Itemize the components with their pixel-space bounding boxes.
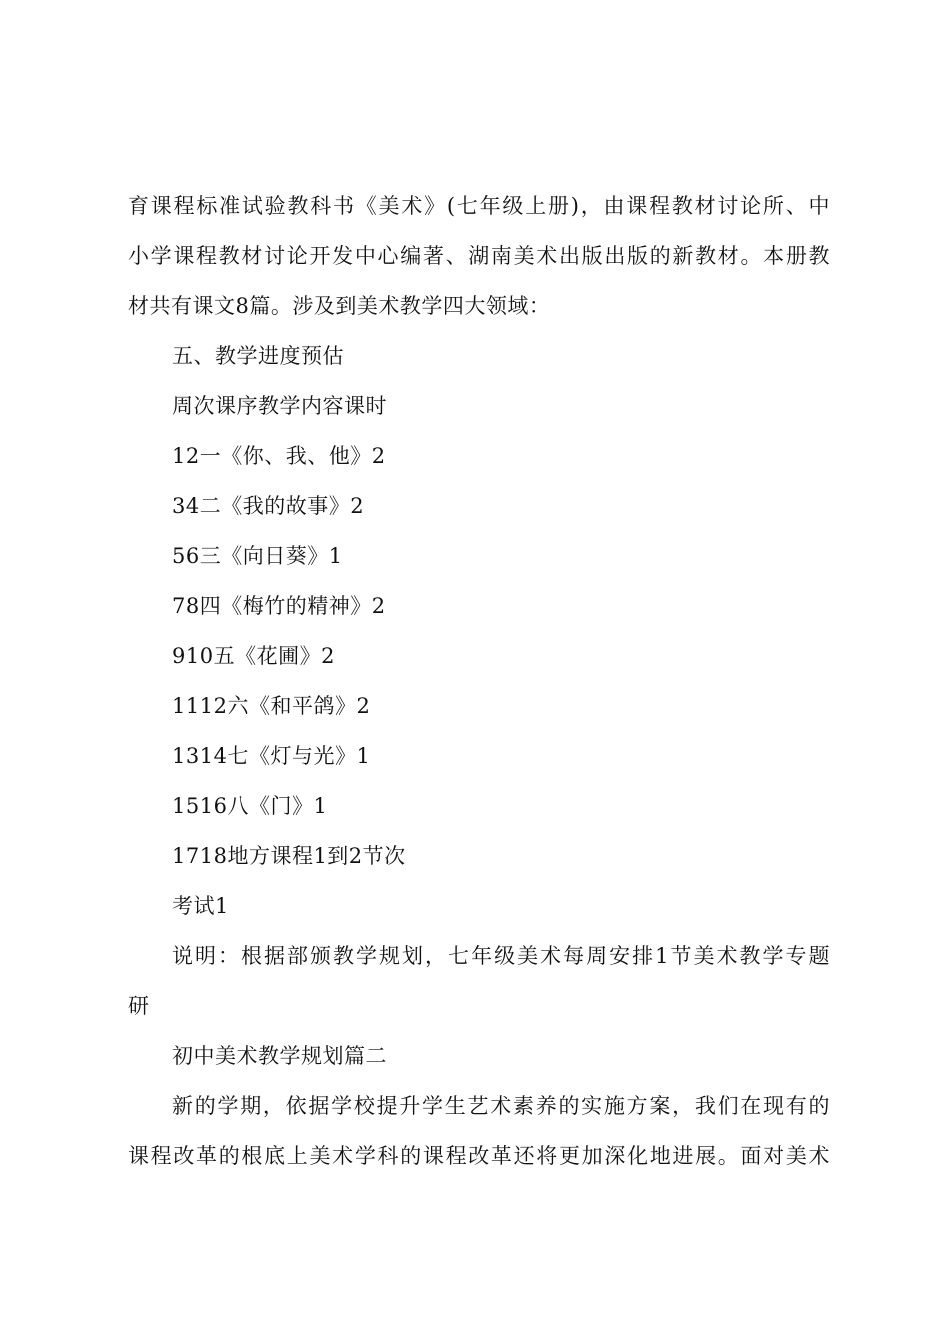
paragraph-line: 育课程标准试验教科书《美术》(七年级上册)，由课程教材讨论所、中: [128, 194, 830, 218]
schedule-row: 1112六《和平鸽》2: [172, 694, 371, 718]
schedule-row: 12一《你、我、他》2: [172, 444, 386, 468]
note-line: 研: [128, 994, 150, 1018]
schedule-row: 考试1: [172, 894, 229, 918]
article-title: 初中美术教学规划篇二: [172, 1044, 387, 1068]
schedule-row: 34二《我的故事》2: [172, 494, 365, 518]
schedule-row: 78四《梅竹的精神》2: [172, 594, 386, 618]
schedule-row: 910五《花圃》2: [172, 644, 335, 668]
section-heading: 五、教学进度预估: [172, 344, 344, 368]
paragraph-line: 材共有课文8篇。涉及到美术教学四大领域：: [128, 294, 551, 318]
schedule-row: 1314七《灯与光》1: [172, 744, 371, 768]
schedule-row: 56三《向日葵》1: [172, 544, 343, 568]
schedule-row: 1516八《门》1: [172, 794, 328, 818]
note-line: 说明：根据部颁教学规划，七年级美术每周安排1节美术教学专题: [172, 944, 830, 968]
schedule-row: 1718地方课程1到2节次: [172, 844, 406, 868]
schedule-header: 周次课序教学内容课时: [172, 394, 387, 418]
paragraph-line: 新的学期，依据学校提升学生艺术素养的实施方案，我们在现有的: [172, 1094, 830, 1118]
paragraph-line: 小学课程教材讨论开发中心编著、湖南美术出版出版的新教材。本册教: [128, 244, 830, 268]
paragraph-line: 课程改革的根底上美术学科的课程改革还将更加深化地进展。面对美术: [128, 1144, 830, 1168]
